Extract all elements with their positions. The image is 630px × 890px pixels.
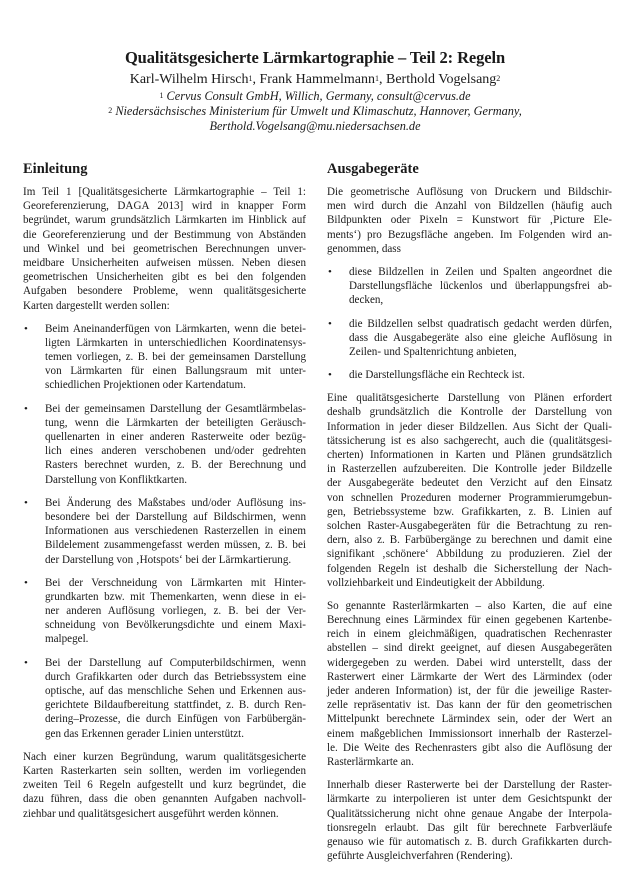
text-line: tätssicherung ist es also sachgerecht, auch die (qualitätsgesi- bbox=[327, 434, 612, 447]
text-line: Im Teil 1 [Qualitätsgesicherte Lärmkartographie – Teil 1: bbox=[23, 186, 306, 198]
list-item bbox=[23, 322, 306, 393]
text-line: Bei Änderung des Maßstabes und/oder Auflösung ins- bbox=[45, 496, 306, 509]
text-line: schiedlichen Projektionen oder Kartendatum. bbox=[45, 379, 246, 392]
text-line: tung, wenn die Lärmkarten der beteiligten Geräusch- bbox=[45, 416, 306, 429]
text-line: Information in jeder dieser Bildzellen. Aus Sicht der Quali- bbox=[327, 420, 612, 433]
bullet-icon: • bbox=[328, 369, 332, 382]
text-line: vollziehbarkeit und Eindeutigkeit der Abbildung. bbox=[327, 576, 545, 589]
text-line: tionsregeln erlaubt. Das gilt für berechnete Farbverläufe bbox=[327, 821, 612, 834]
text-line: Beim Aneinanderfügen von Lärmkarten, wenn die betei- bbox=[45, 322, 306, 335]
text-line: malpegel. bbox=[45, 633, 89, 646]
text-line: Darstellungsfläche lückenlos und überlappungsfrei ab- bbox=[349, 280, 612, 293]
body-paragraph bbox=[327, 391, 612, 590]
text-line: meidbare Unsicherheiten aufweisen müssen. Neben diesen bbox=[23, 256, 306, 269]
list-item-text bbox=[45, 322, 306, 393]
text-line: signifikant ‚schönere‘ Abbildung zu produzieren. Ziel der bbox=[327, 548, 612, 561]
author-list: Karl-Wilhelm Hirsch$^1$, Frank Hammelmann$^1$, Berthold Vogelsang$^2$ bbox=[129, 72, 501, 87]
text-line: Qualitätssicherung nicht ohne genaue Angabe der Interpola- bbox=[327, 807, 612, 820]
text-line: decken, bbox=[349, 294, 384, 307]
text-line: Bei der Verschneidung von Lärmkarten mit Hinter- bbox=[45, 576, 306, 589]
list-item-text bbox=[349, 317, 612, 360]
text-line: in Rasterzellen aufzubereiten. Die Kontrolle jeder Bildzelle bbox=[327, 463, 612, 476]
text-line: deshalb grundsätzlich die Kontrolle der Darstellung von bbox=[327, 406, 612, 419]
text-line: Informationen aus verschiedenen Rasterzellen in einem bbox=[45, 525, 306, 538]
text-line: jeder anderen Information) ist, der für die jeweilige Raster- bbox=[327, 685, 612, 697]
text-line: folgenden Regeln ist deshalb die Sicherstellung der Nach- bbox=[327, 562, 612, 575]
text-line: solchen Raster-Ausgabegeräten für die Betrachtung zu ren- bbox=[327, 519, 612, 532]
text-line: der Darstellung von ‚Hotspots‘ bei der Lärmkartierung. bbox=[45, 553, 292, 566]
list-item bbox=[23, 656, 306, 741]
right-column bbox=[327, 160, 612, 872]
text-line: Bei der gemeinsamen Darstellung der Gesamtlärmbelas- bbox=[45, 402, 306, 415]
text-line: von schnellen Prozeduren moderner Programmierumgebun- bbox=[327, 491, 612, 504]
body-paragraph bbox=[327, 778, 612, 863]
paper-title: Qualitätsgesicherte Lärmkartographie – Teil 2: Regeln bbox=[124, 48, 506, 67]
paper-header bbox=[0, 48, 630, 134]
text-line: lich eines anderen verschobenen und/oder gedrehten bbox=[45, 445, 306, 458]
bullet-icon: • bbox=[24, 322, 28, 335]
text-line: gen, Betriebssysteme bzw. Grafikkarten, z. B. Linien auf bbox=[327, 505, 612, 518]
text-line: ziehbar und qualitätsgesichert ausgeführt werden können. bbox=[23, 807, 279, 820]
affiliation-text: Cervus Consult GmbH, Willich, Germany, consult@cervus.de bbox=[166, 89, 471, 103]
text-line: Bildpunkten oder Pixeln = Kunstwort für ‚Picture Ele- bbox=[327, 214, 612, 227]
author-name: Karl-Wilhelm Hirsch bbox=[129, 72, 249, 87]
affiliation-line bbox=[0, 89, 630, 104]
bullet-icon: • bbox=[328, 317, 332, 330]
text-line: von Lärmkarten für einen Ballungsraum mit unter- bbox=[45, 365, 306, 378]
text-line: Rasterlärmkarte an. bbox=[327, 755, 414, 768]
text-line: ligten Lärmkarten in unterschiedlichen Koordinatensys- bbox=[45, 336, 306, 349]
text-line: men wird durch die Anzahl von Bildzellen (häufig auch bbox=[327, 200, 612, 213]
affiliation-marker: 2 bbox=[496, 74, 501, 83]
text-line: Georeferenzierung, DAGA 2013] wird in knapper Form bbox=[23, 200, 306, 213]
author-name: Berthold Vogelsang bbox=[385, 72, 497, 87]
text-line: Berechnung eines Lärmindex für einen gegebenen Kartenbe- bbox=[327, 614, 612, 627]
text-line: die Darstellungsfläche ein Rechteck ist. bbox=[349, 369, 525, 382]
text-line: gen das Erkennen gerader Linien unterstützt. bbox=[45, 727, 244, 740]
text-line: Mittelpunkt berechnete Lärmindex sein, oder der Wert an bbox=[327, 713, 612, 726]
affiliation-number: 2 bbox=[108, 106, 113, 115]
text-line: und Winkel und bei geometrischen Berechnungen unver- bbox=[23, 242, 306, 255]
text-line: Die geometrische Auflösung von Druckern und Bildschir- bbox=[327, 186, 612, 198]
list-item bbox=[23, 576, 306, 647]
author-name: Frank Hammelmann bbox=[259, 72, 375, 87]
text-line: le. Die Weite des Rechenrasters gibt also die Auflösung der bbox=[327, 741, 612, 754]
text-line: ner anderen Auflösung vorliegen, z. B. bei der Ver- bbox=[45, 605, 306, 618]
list-item-text bbox=[349, 265, 612, 308]
list-item-text bbox=[45, 496, 306, 567]
text-line: begründet, warum grundsätzlich Lärmkarten im Hinblick auf bbox=[23, 214, 306, 227]
text-line: geometrischen Unsicherheiten gibt es bei den folgenden bbox=[23, 271, 306, 284]
text-line: Innerhalb dieser Rasterwerte bei der Darstellung der Raster- bbox=[327, 779, 612, 792]
text-line: So genannte Rasterlärmkarten – also Karten, die auf eine bbox=[327, 599, 612, 612]
bullet-icon: • bbox=[24, 656, 28, 669]
text-line: Bildelement zusammengefasst werden müssen, z. B. bei bbox=[45, 539, 306, 552]
text-line: die Georeferenzierung und der Bestimmung von Abständen bbox=[23, 228, 306, 241]
section-heading-ausgabegeraete: Ausgabegeräte bbox=[327, 161, 419, 177]
text-line: temen vorliegen, z. B. bei der gemeinsamen Darstellung bbox=[45, 351, 306, 364]
outro-paragraph bbox=[23, 750, 306, 821]
text-line: einem maßgeblichen Immissionsort innerhalb der Rasterzel- bbox=[327, 727, 612, 740]
section-heading-einleitung: Einleitung bbox=[23, 161, 88, 177]
list-item-text bbox=[45, 402, 306, 487]
affiliation-text: Niedersächsisches Ministerium für Umwelt und Klimaschutz, Hannover, Germany, bbox=[115, 104, 522, 118]
text-line: optische, auf das menschliche Sehen und Erkennen aus- bbox=[45, 685, 306, 697]
text-line: lärmkarte zu interpolieren ist unter dem Gesichtspunkt der bbox=[327, 793, 612, 806]
affiliation-line bbox=[0, 104, 630, 119]
text-line: zelle repräsentativ ist. Das kann der für den geometrischen bbox=[327, 699, 612, 712]
text-line: genommen, dass bbox=[327, 242, 401, 255]
text-line: Nach einer kurzen Begründung, warum qualitätsgesicherte bbox=[23, 750, 306, 763]
left-column bbox=[23, 160, 306, 830]
bullet-icon: • bbox=[24, 402, 28, 415]
text-line: abstellen – sind direkt geeignet, auf diesen Ausgabegeräten bbox=[327, 642, 612, 655]
text-line: Rasters berechnet wurden, z. B. der Berechnung und bbox=[45, 459, 306, 472]
list-item bbox=[327, 368, 612, 382]
text-line: durch Grafikkarten oder durch das Betriebssystem eine bbox=[45, 670, 306, 683]
text-line: gerichtete Bildaufbereitung stattfindet, z. B. durch Ren- bbox=[45, 699, 306, 712]
text-line: der Ausgabegeräte bedeutet den Verzicht auf den Einsatz bbox=[327, 477, 612, 490]
text-line: schneidung von Bevölkerungsdichte und einem Maxi- bbox=[45, 619, 306, 632]
text-line: dern, also z. B. Farbübergänge zu berechnen und damit eine bbox=[327, 534, 612, 547]
affiliation-line bbox=[0, 119, 630, 134]
affiliation-marker: 1 bbox=[374, 74, 379, 83]
text-line: Karten dargestellt werden sollen: bbox=[23, 299, 170, 312]
assumption-list bbox=[327, 265, 612, 382]
affiliation-list bbox=[0, 89, 630, 134]
bullet-icon: • bbox=[328, 265, 332, 278]
text-line: genauso wie für automatisch z. B. durch Grafikkarten durch- bbox=[327, 835, 612, 848]
text-line: Darstellung von Konfliktkarten. bbox=[45, 473, 188, 486]
list-item bbox=[23, 402, 306, 487]
bullet-icon: • bbox=[24, 576, 28, 589]
text-line: besondere bei der Darstellung auf Bildschirmen, wenn bbox=[45, 510, 306, 523]
text-line: zweiten Teil 6 Regeln aufgestellt und kurz begründet, die bbox=[23, 779, 306, 792]
text-line: dazu führen, dass die oben genannten Aufgaben nachvoll- bbox=[23, 793, 306, 806]
text-line: Zeilen- und Spaltenrichtung anbieten, bbox=[349, 345, 517, 358]
bullet-icon: • bbox=[24, 496, 28, 509]
text-line: Rasterwert einer Lärmkarte der Wert des Lärmindex (oder bbox=[327, 670, 612, 683]
text-line: Karten Rasterkarten sein sollten, werden im vorliegenden bbox=[23, 764, 306, 777]
list-item bbox=[327, 265, 612, 308]
list-item-text bbox=[45, 576, 306, 647]
text-line: geführte Ausgleichverfahren (Rendering). bbox=[327, 850, 513, 863]
text-line: quellenarten in einer anderen Rasterweite oder bezüg- bbox=[45, 431, 306, 443]
affiliation-number: 1 bbox=[159, 91, 164, 100]
text-line: dering–Prozesse, die durch Einfügen von Farbübergän- bbox=[45, 713, 306, 726]
affiliation-text: Berthold.Vogelsang@mu.niedersachsen.de bbox=[209, 119, 421, 133]
text-line: die Bildzellen selbst quadratisch gedacht werden dürfen, bbox=[349, 317, 612, 330]
text-line: Eine qualitätsgesicherte Darstellung von Plänen erfordert bbox=[327, 392, 612, 405]
text-line: Bei der Darstellung auf Computerbildschirmen, wenn bbox=[45, 656, 306, 669]
affiliation-marker: 1 bbox=[248, 74, 253, 83]
ausgabe-intro-paragraph bbox=[327, 185, 612, 256]
text-line: ments‘) pro Bezugsfläche angeben. Im Folgenden wird an- bbox=[327, 228, 612, 241]
list-item-text bbox=[349, 368, 612, 382]
list-item-text bbox=[45, 656, 306, 741]
text-line: dass die Ausgabegeräte also eine gleiche Auflösung in bbox=[349, 331, 612, 344]
text-line: cherten) Informationen in Karten und Plänen grundsätzlich bbox=[327, 449, 612, 461]
text-line: widergegeben zu werden. Dabei wird unterstellt, dass der bbox=[327, 656, 612, 669]
text-line: grundkarten bzw. mit Themenkarten, wenn diese in ei- bbox=[45, 590, 306, 603]
list-item bbox=[23, 496, 306, 567]
list-item bbox=[327, 317, 612, 360]
text-line: reich in einem gleichmäßigen, quadratischen Rechenraster bbox=[327, 628, 612, 641]
problem-list bbox=[23, 322, 306, 741]
intro-paragraph bbox=[23, 185, 306, 313]
body-paragraph bbox=[327, 599, 612, 769]
text-line: diese Bildzellen in Zeilen und Spalten angeordnet die bbox=[349, 265, 612, 278]
text-line: Aufgaben besondere Probleme, wenn qualitätsgesicherte bbox=[23, 285, 306, 298]
